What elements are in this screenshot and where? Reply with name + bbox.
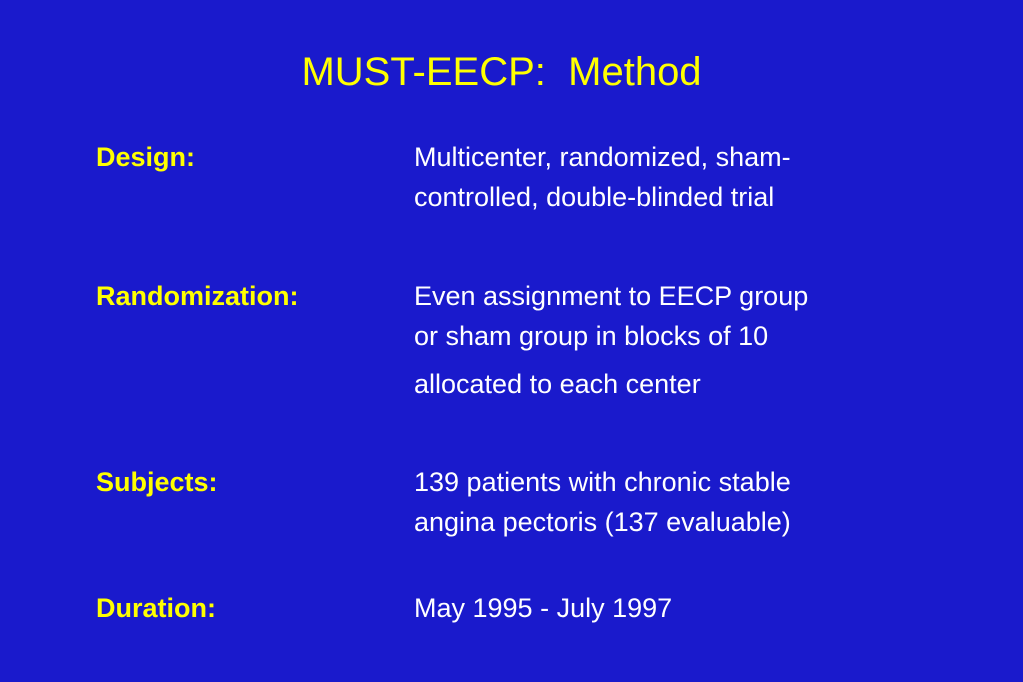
randomization-value-line-3: allocated to each center xyxy=(414,369,701,399)
duration-value-line-1: May 1995 - July 1997 xyxy=(414,593,673,623)
design-value-line-2: controlled, double-blinded trial xyxy=(414,182,775,212)
randomization-value-line-2: or sham group in blocks of 10 xyxy=(414,321,769,351)
subjects-value-line-2: angina pectoris (137 evaluable) xyxy=(414,507,791,537)
subjects-value-line-1: 139 patients with chronic stable xyxy=(414,467,791,497)
subjects-value xyxy=(414,462,791,542)
randomization-value xyxy=(414,276,808,404)
duration-value xyxy=(414,588,672,628)
design-label: Design: xyxy=(96,142,196,172)
randomization-value-line-1: Even assignment to EECP group xyxy=(414,281,809,311)
randomization-label: Randomization: xyxy=(96,281,299,311)
subjects-label: Subjects: xyxy=(96,467,218,497)
design-value xyxy=(414,137,791,217)
slide-title: MUST-EECP: Method xyxy=(301,50,702,94)
duration-label: Duration: xyxy=(96,593,216,623)
design-value-line-1: Multicenter, randomized, sham- xyxy=(414,142,791,172)
